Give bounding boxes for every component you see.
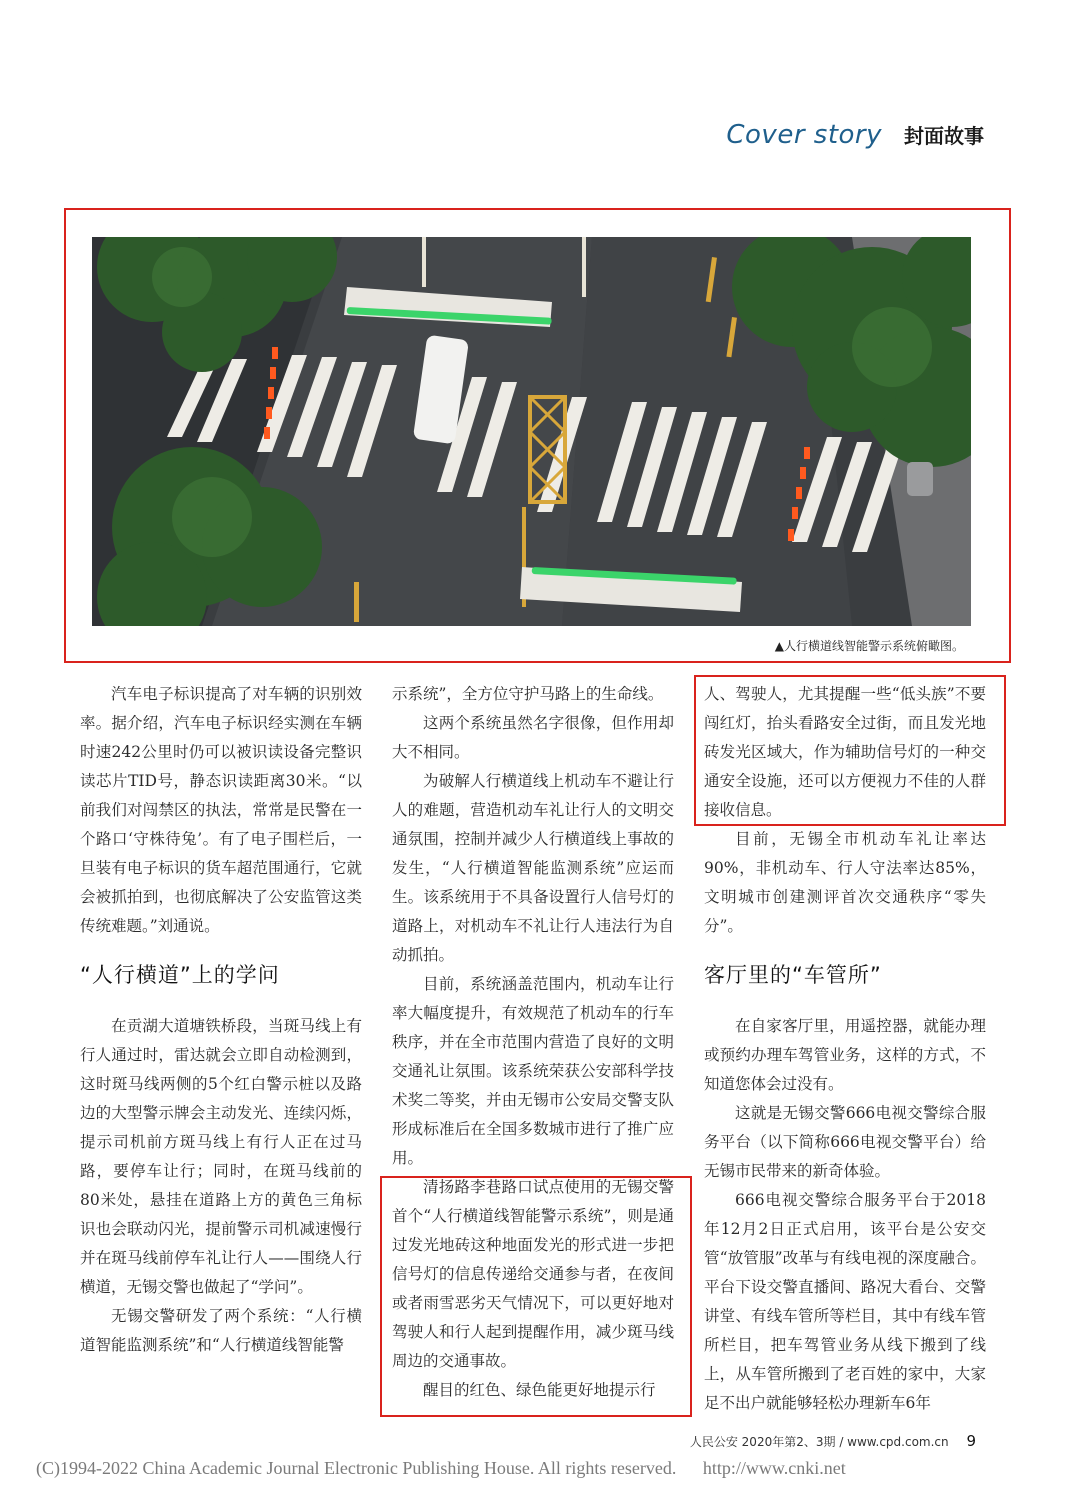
- page-number: 9: [966, 1432, 976, 1450]
- section-header: [726, 120, 984, 150]
- paragraph: 示系统”，全方位守护马路上的生命线。: [392, 685, 664, 703]
- column-2: [392, 680, 674, 1405]
- subheading-living-room: 客厅里的“车管所”: [704, 963, 882, 987]
- paragraph: 目前，系统涵盖范围内，机动车让行率大幅度提升，有效规范了机动车的行车秩序，并在全市范围内营造了良好的文明交通礼让氛围。该系统荣获公安部科学技术奖二等奖，并由无锡市公安局交警支队形成标准后在全国多数城市进行了推广应用。: [392, 975, 674, 1167]
- paragraph: 无锡交警研发了两个系统：“人行横道智能监测系统”和“人行横道线智能警: [80, 1307, 362, 1354]
- copyright-text: (C)1994-2022 China Academic Journal Electronic Publishing House. All rights reserved.: [36, 1458, 677, 1478]
- copyright-line: [36, 1458, 846, 1479]
- paragraph: 醒目的红色、绿色能更好地提示行: [423, 1381, 656, 1399]
- paragraph: 汽车电子标识提高了对车辆的识别效率。据介绍，汽车电子标识经实测在车辆时速242公里时仍可以被识读设备完整识读芯片TID号，静态识读距离30米。“以前我们对闯禁区的执法，常常是民警在一个路口‘守株待兔’。有了电子围栏后，一旦装有电子标识的货车超范围通行，它就会被抓拍到，也彻底解决了公安监管这类传统难题。”刘通说。: [80, 685, 362, 935]
- subheading-crosswalk: “人行横道”上的学问: [80, 963, 280, 987]
- photo-caption: ▲人行横道线智能警示系统俯瞰图。: [774, 639, 964, 653]
- paragraph: 在贡湖大道塘铁桥段，当斑马线上有行人通过时，雷达就会立即自动检测到，这时斑马线两侧的5个红白警示桩以及路边的大型警示牌会主动发光、连续闪烁，提示司机前方斑马线上有行人正在过马路，要停车让行；同时，在斑马线前的80米处，悬挂在道路上方的黄色三角标识也会联动闪光，提前警示司机减速慢行并在斑马线前停车礼让行人——围绕人行横道，无锡交警也做起了“学问”。: [80, 1017, 362, 1296]
- section-title-zh: 封面故事: [904, 124, 984, 148]
- paragraph: 清扬路李巷路口试点使用的无锡交警首个“人行横道线智能警示系统”，则是通过发光地砖这种地面发光的形式进一步把信号灯的信息传递给交通参与者，在夜间或者雨雪恶劣天气情况下，可以更好地对驾驶人和行人起到提醒作用，减少斑马线周边的交通事故。: [392, 1178, 674, 1370]
- paragraph: 在自家客厅里，用遥控器，就能办理或预约办理车驾管业务，这样的方式，不知道您体会过没有。: [704, 1017, 986, 1093]
- paragraph: 这就是无锡交警666电视交警综合服务平台（以下简称666电视交警平台）给无锡市民带来的新奇体验。: [704, 1104, 986, 1180]
- section-title-en: Cover story: [726, 120, 882, 150]
- paragraph: 目前，无锡全市机动车礼让率达90%，非机动车、行人守法率达85%，文明城市创建测评首次交通秩序“零失分”。: [704, 830, 986, 935]
- issue-label: 2020年第2、3期: [741, 1435, 836, 1449]
- journal-name: 人民公安: [689, 1435, 738, 1449]
- website: / www.cpd.com.cn: [839, 1435, 949, 1449]
- paragraph: 666电视交警综合服务平台于2018年12月2日正式启用，该平台是公安交管“放管服”改革与有线电视的深度融合。平台下设交警直播间、路况大看台、交警讲堂、有线车管所等栏目，其中有线车管所栏目，把车驾管业务从线下搬到了线上，从车管所搬到了老百姓的家中，大家足不出户就能够轻松办理新车6年: [704, 1191, 986, 1412]
- paragraph: 为破解人行横道线上机动车不避让行人的难题，营造机动车礼让行人的文明交通氛围，控制并减少人行横道线上事故的发生，“人行横道智能监测系统”应运而生。该系统用于不具备设置行人信号灯的道路上，对机动车不礼让行人违法行为自动抓拍。: [392, 772, 674, 964]
- paragraph: 这两个系统虽然名字很像，但作用却大不相同。: [392, 714, 674, 761]
- paragraph: 人、驾驶人，尤其提醒一些“低头族”不要闯红灯，抬头看路安全过街，而且发光地砖发光区域大，作为辅助信号灯的一种交通安全设施，还可以方便视力不佳的人群接收信息。: [704, 685, 986, 819]
- aerial-crosswalk-photo: [92, 237, 971, 626]
- column-1: [80, 680, 362, 1360]
- page-footer: [690, 1432, 976, 1450]
- copyright-url[interactable]: http://www.cnki.net: [702, 1458, 846, 1478]
- column-3: [704, 680, 986, 1418]
